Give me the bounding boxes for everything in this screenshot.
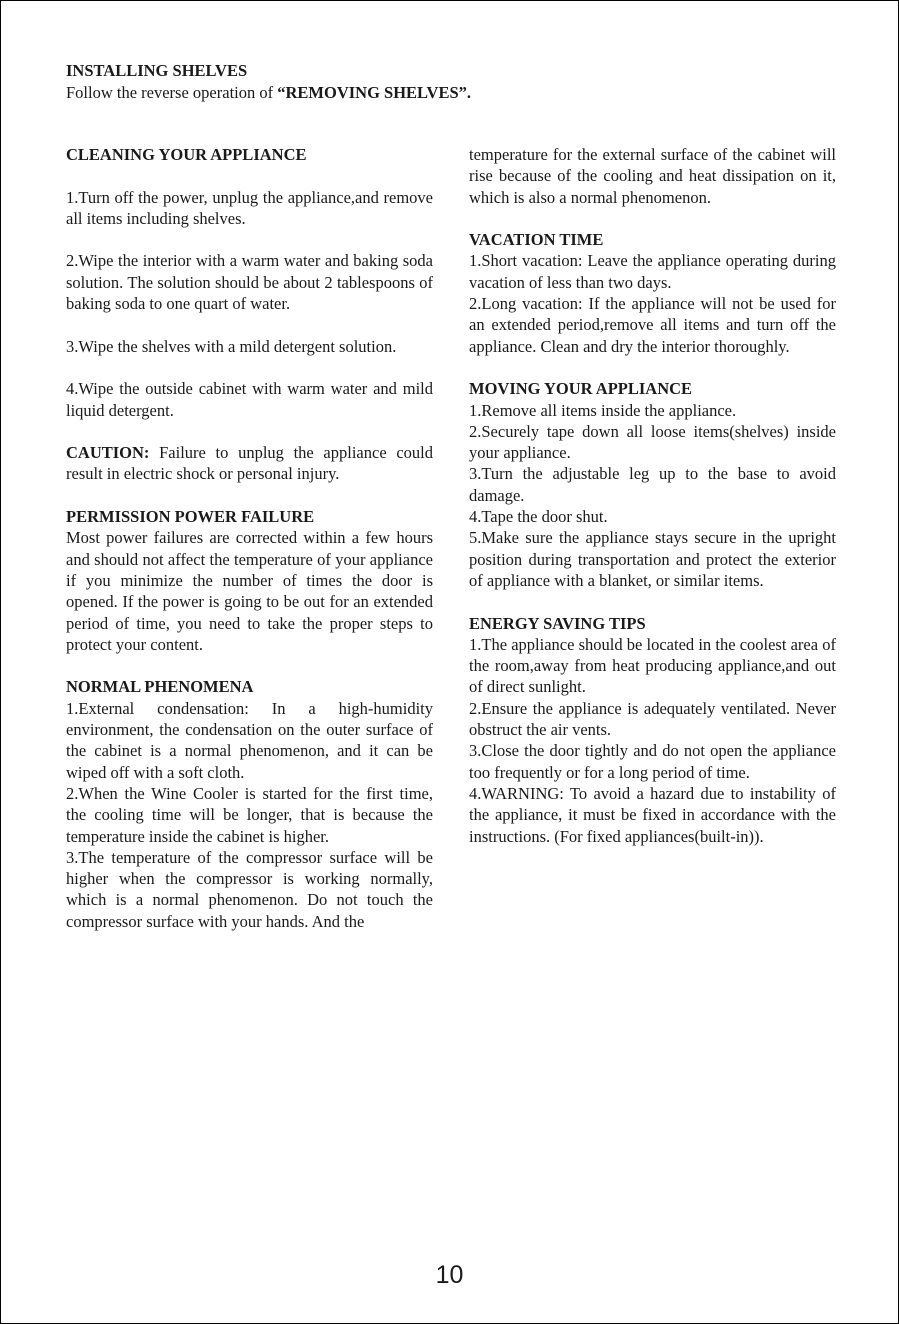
section-heading: PERMISSION POWER FAILURE [66, 507, 315, 527]
list-item: 2.Ensure the appliance is adequately ventilated. Never obstruct the air vents. [469, 698, 836, 740]
list-item: 3.The temperature of the compressor surface will be higher when the compressor is working normally, which is a normal phenomenon. Do not touch the compressor surface with your hands. And the [66, 847, 433, 931]
list-item: 2.Wipe the interior with a warm water and baking soda solution. The solution should be about 2 tablespoons of baking soda to one quart of water. [66, 251, 433, 314]
list-item: 1.Short vacation: Leave the appliance operating during vacation of less than two days. [469, 251, 836, 292]
section-heading: VACATION TIME [469, 230, 604, 250]
left-column [66, 144, 433, 932]
caution-label: CAUTION: [66, 443, 150, 463]
list-item: 3.Close the door tightly and do not open the appliance too frequently or for a long period of time. [469, 741, 836, 782]
section-heading: NORMAL PHENOMENA [66, 677, 254, 697]
installing-text [66, 82, 846, 104]
section-heading: INSTALLING SHELVES [66, 61, 248, 80]
list-item: 1.The appliance should be located in the coolest area of the room,away from heat producing appliance,and out of direct sunlight. [469, 634, 836, 697]
list-item: 1.Remove all items inside the appliance. [469, 400, 737, 420]
list-item: 5.Make sure the appliance stays secure in the upright position during transportation and protect the exterior of appliance with a blanket, or similar items. [469, 528, 836, 590]
caution-note [66, 442, 433, 485]
section-heading: MOVING YOUR APPLIANCE [469, 379, 693, 399]
list-item: 4.WARNING: To avoid a hazard due to instability of the appliance, it must be fixed in accordance with the instructions. (For fixed appliances(built-in)). [469, 783, 836, 846]
section-heading: ENERGY SAVING TIPS [469, 613, 646, 633]
list-item: 4.Wipe the outside cabinet with warm water and mild liquid detergent. [66, 379, 433, 420]
list-item: 2.Long vacation: If the appliance will not be used for an extended period,remove all items and turn off the appliance. Clean and dry the interior thoroughly. [469, 294, 836, 356]
list-item: 2.Securely tape down all loose items(shelves) inside your appliance. [469, 421, 836, 463]
list-item: 1.External condensation: In a high-humidity environment, the condensation on the outer surface of the cabinet is a normal phenomenon, and it can be wiped off with a soft cloth. [66, 698, 433, 782]
list-item: 4.Tape the door shut. [469, 507, 608, 527]
list-item: 1.Turn off the power, unplug the appliance,and remove all items including shelves. [66, 187, 433, 228]
right-column [469, 144, 836, 847]
installing-text-prefix: Follow the reverse operation of [66, 83, 278, 102]
continued-text: temperature for the external surface of the cabinet will rise because of the cooling and heat dissipation on it, which is also a normal phenomenon. [469, 145, 836, 207]
installing-text-bold: “REMOVING SHELVES”. [277, 83, 472, 102]
list-item: 3.Wipe the shelves with a mild detergent solution. [66, 336, 397, 356]
list-item: 3.Turn the adjustable leg up to the base to avoid damage. [469, 464, 836, 505]
caution-text: Failure to unplug the appliance could result in electric shock or personal injury. [66, 443, 433, 484]
installing-shelves-section [66, 60, 846, 104]
list-item: 2.When the Wine Cooler is started for the first time, the cooling time will be longer, that is because the temperature inside the cabinet is higher. [66, 783, 433, 846]
section-heading: CLEANING YOUR APPLIANCE [66, 145, 307, 164]
page-number: 10 [435, 1261, 464, 1289]
paragraph: Most power failures are corrected within a few hours and should not affect the temperature of your appliance if you minimize the number of times the door is opened. If the power is going to be out for an extended period of time, you need to take the proper steps to protect your content. [66, 528, 433, 654]
